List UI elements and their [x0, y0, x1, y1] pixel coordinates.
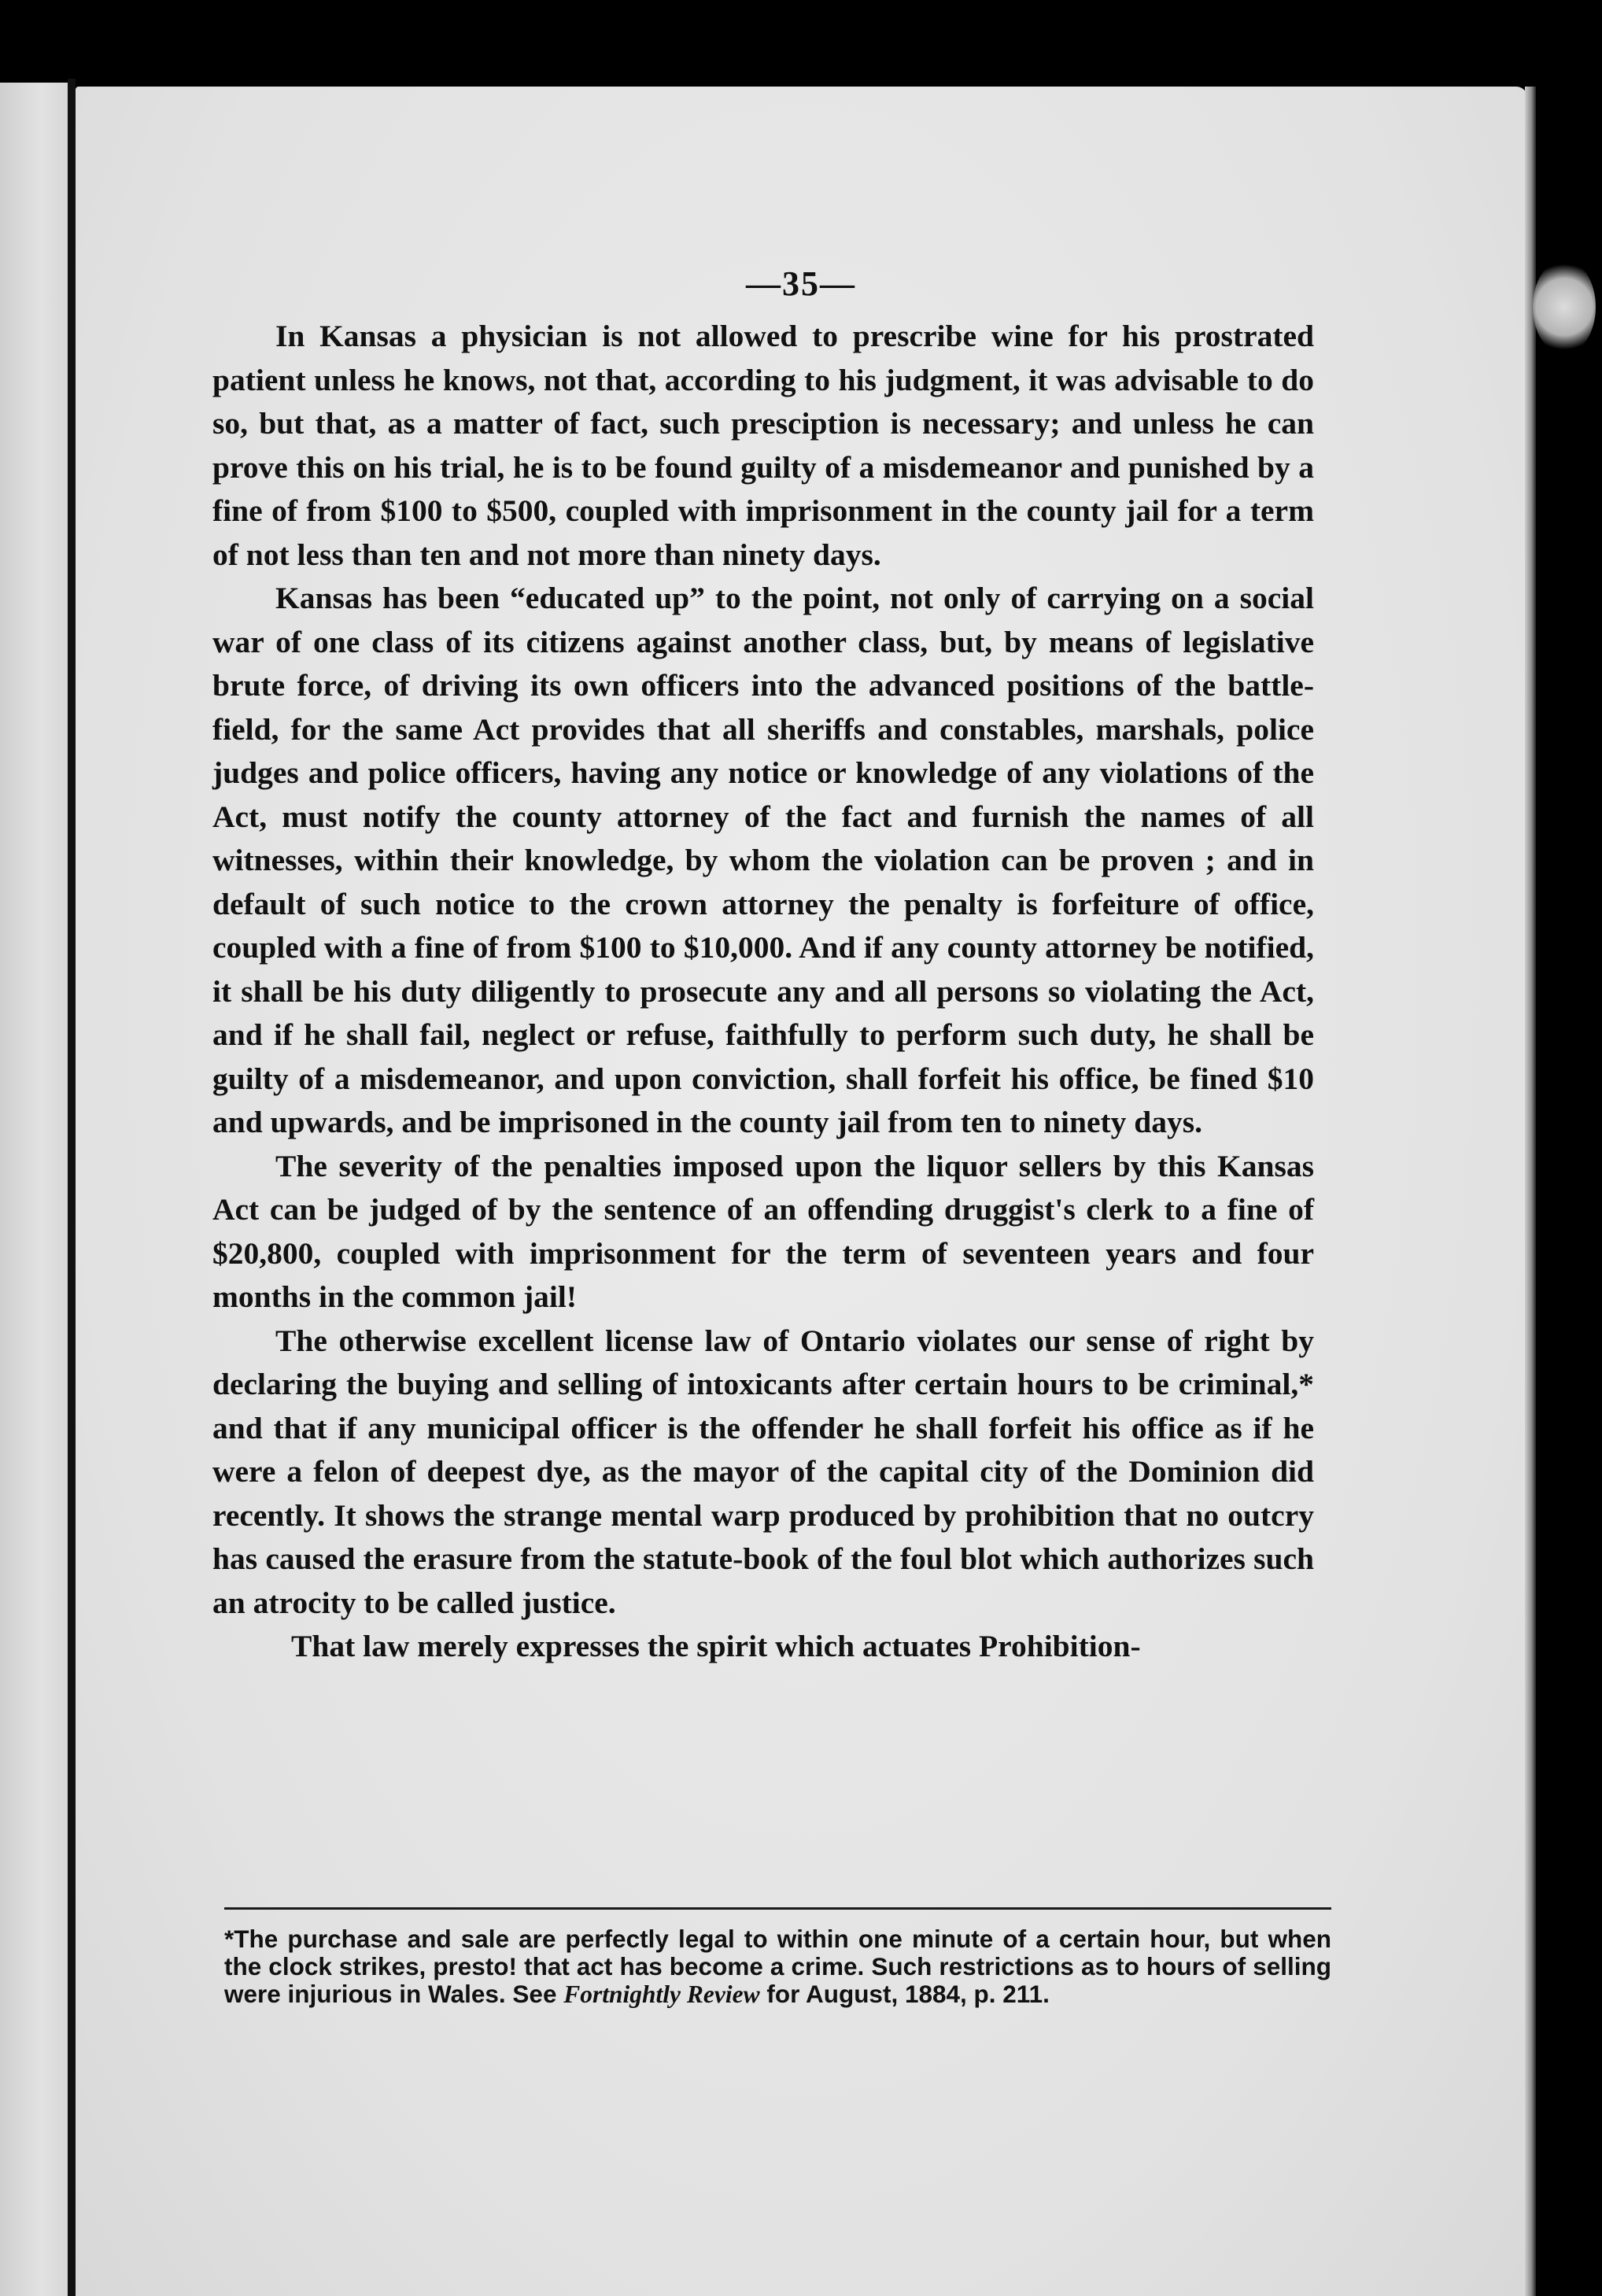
paragraph: In Kansas a physician is not allowed to prescribe wine for his prostrated patient unless he knows, not that, according to his judgment, it was advisable to do so, but that, as a matter of fact, such presciption is necessary; and unless he can prove this on his trial, he is to be found guilty of a misdemeanor and punished by a fine of from $100 to $500, coupled with imprisonment in the county jail for a term of not less than ten and not more than ninety days.	[212, 319, 1314, 572]
footnote-text: *The purchase and sale are perfectly legal to within one minute of a certain hour, but when the clock strikes, presto! that act has become a crime. Such restrictions as to hours of selling were injurious in Wales. See	[224, 1925, 1331, 2008]
paragraph: The otherwise excellent license law of Ontario violates our sense of right by declaring the buying and selling of intoxicants after certain hours to be criminal,* and that if any municipal officer is the offender he shall forfeit his office as if he were a felon of deepest dye, as the mayor of the capital city of the Dominion did recently. It shows the strange mental warp produced by prohibition that no outcry has caused the erasure from the statute-book of the foul blot which authorizes such an atrocity to be called justice.	[212, 1323, 1314, 1620]
page-right-edge	[1525, 87, 1536, 2296]
footnote-citation: for August, 1884, p. 211.	[766, 1980, 1050, 2008]
book-binding	[68, 79, 76, 2296]
previous-page-edge	[0, 83, 69, 2296]
paragraph: Kansas has been “educated up” to the point, not only of carrying on a social war of one class of its citizens against another class, but, by means of legislative brute force, of driving its own officers into the advanced positions of the battle-field, for the same Act provides that all sheriffs and constables, marshals, police judges and police officers, having any notice or knowledge of any violations of the Act, must notify the county attorney of the fact and furnish the names of all witnesses, within their knowledge, by whom the violation can be proven ; and in default of such notice to the crown attorney the penalty is forfeiture of office, coupled with a fine of from $100 to $10,000. And if any county attorney be notified, it shall be his duty diligently to prosecute any and all persons so violating the Act, and if he shall fail, neglect or refuse, faithfully to perform such duty, he shall be guilty of a misdemeanor, and upon conviction, shall forfeit his office, be fined $10 and upwards, and be imprisoned in the county jail from ten to ninety days.	[212, 581, 1314, 1139]
paragraph: The severity of the penalties imposed upon the liquor sellers by this Kansas Act can be judged of by the sentence of an offending druggist's clerk to a fine of $20,800, coupled with imprisonment for the term of seventeen years and four months in the common jail!	[212, 1148, 1314, 1314]
paragraph: That law merely expresses the spirit which actuates Prohibition-	[291, 1629, 1141, 1663]
footnote-rule	[224, 1907, 1331, 1910]
page-number: —35—	[746, 264, 856, 303]
body-text	[212, 315, 1314, 1669]
footnote	[224, 1925, 1331, 2008]
footnote-journal: Fortnightly Review	[563, 1980, 760, 2008]
